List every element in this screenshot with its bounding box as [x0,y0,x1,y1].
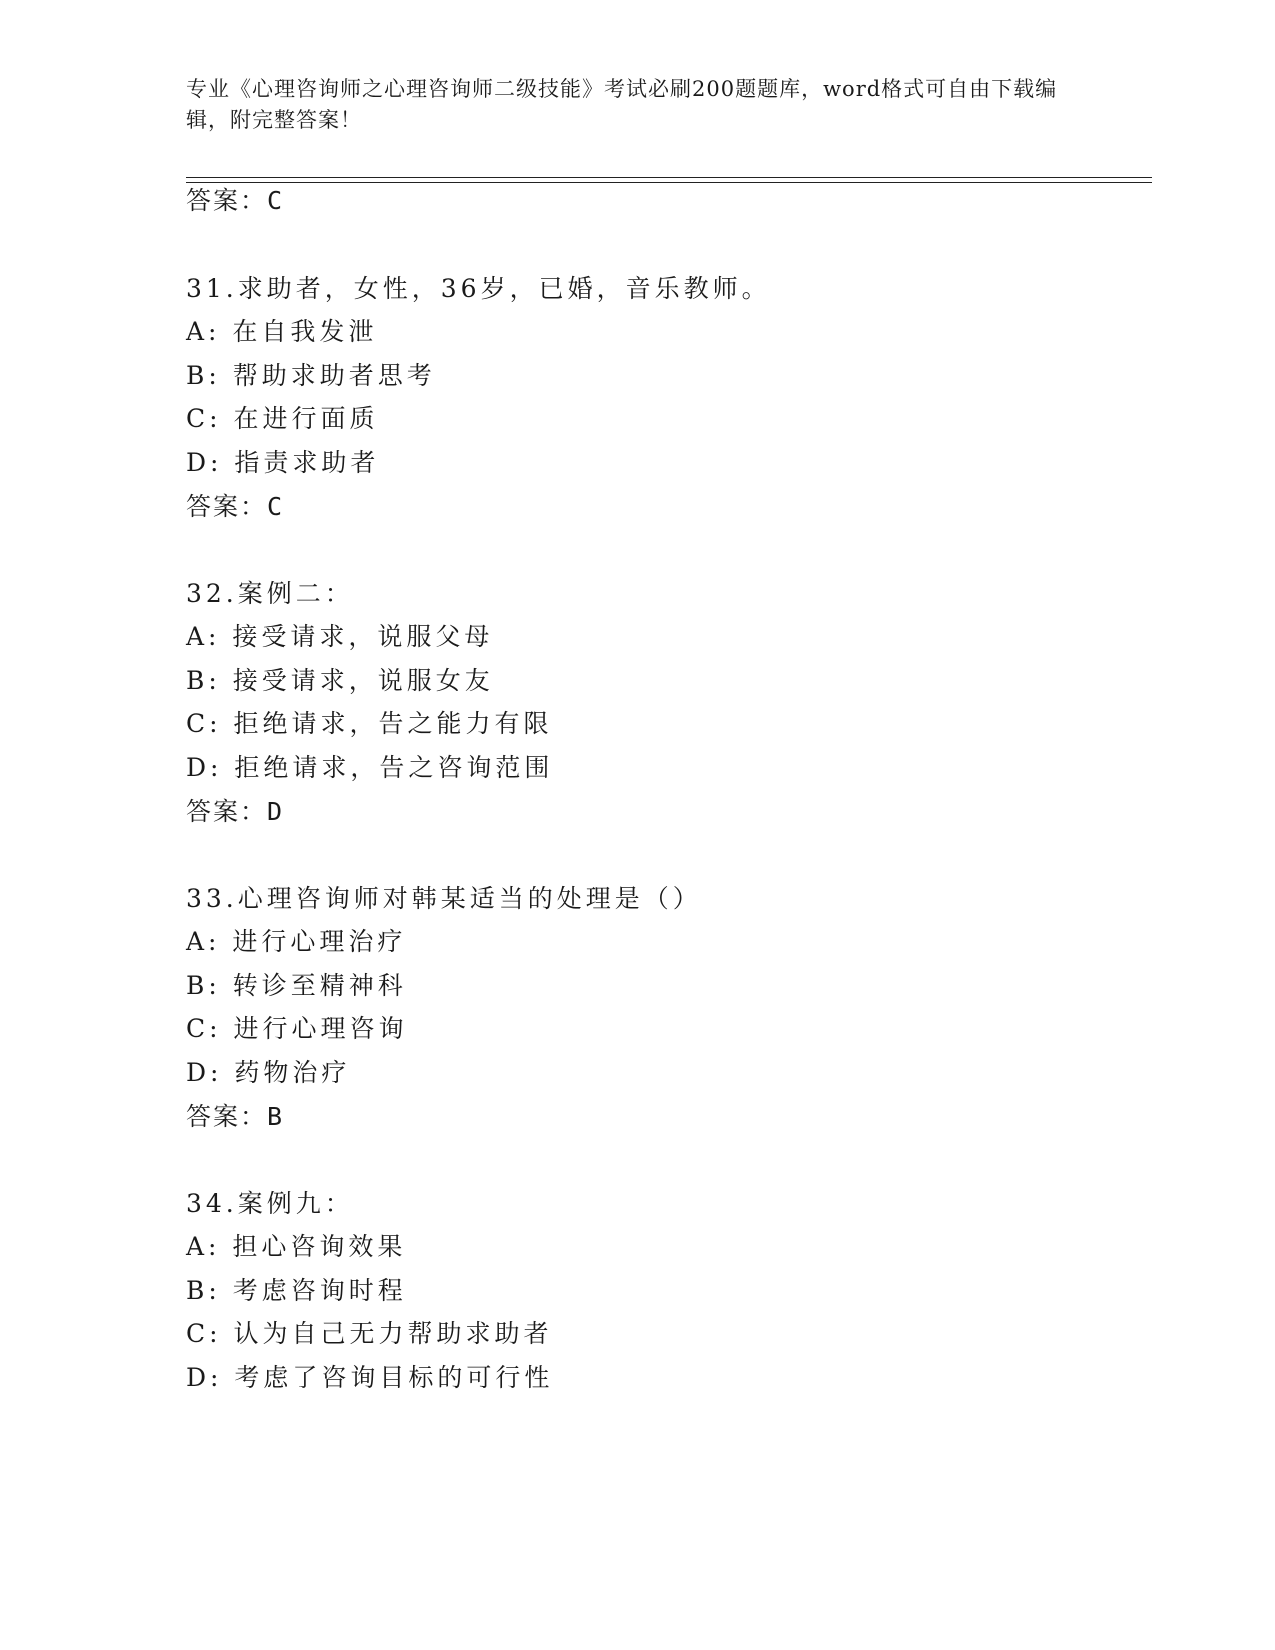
option-d: D: 指责求助者 [186,448,380,477]
answer-line [186,1100,282,1134]
option-a: A: 接受请求，说服父母 [186,622,494,651]
option-d: D: 拒绝请求，告之咨询范围 [186,753,554,782]
option-b: B: 接受请求，说服女友 [186,666,494,695]
question-stem: 32.案例二： [186,579,354,608]
answer-line [186,795,282,829]
option-d: D: 药物治疗 [186,1058,351,1087]
header-intro: 专业《心理咨询师之心理咨询师二级技能》考试必刷200题题库，word格式可自由下载编辑，附完整答案！ [186,77,1058,132]
option-c: C: 进行心理咨询 [186,1014,408,1043]
question-stem: 33.心理咨询师对韩某适当的处理是（） [186,884,702,913]
answer-line [186,490,282,524]
option-a: A: 进行心理治疗 [186,927,407,956]
answer-value: C [267,492,283,521]
option-c: C: 拒绝请求，告之能力有限 [186,709,553,738]
answer-value: B [267,1102,283,1131]
question-stem: 31.求助者，女性，36岁，已婚，音乐教师。 [186,274,771,303]
answer-label: 答案： [186,492,268,521]
answer-value: D [267,797,283,826]
option-a: A: 在自我发泄 [186,317,378,346]
option-b: B: 帮助求助者思考 [186,361,436,390]
answer-line [186,184,282,218]
question-stem: 34.案例九： [186,1189,354,1218]
option-a: A: 担心咨询效果 [186,1232,407,1261]
answer-value: C [267,186,283,215]
option-b: B: 考虑咨询时程 [186,1276,407,1305]
option-d: D: 考虑了咨询目标的可行性 [186,1363,554,1392]
option-b: B: 转诊至精神科 [186,971,407,1000]
option-c: C: 在进行面质 [186,404,379,433]
answer-label: 答案： [186,186,268,215]
header-rule-bottom [186,182,1152,183]
option-c: C: 认为自己无力帮助求助者 [186,1319,553,1348]
header-rule-top [186,177,1152,178]
answer-label: 答案： [186,797,268,826]
answer-label: 答案： [186,1102,268,1131]
